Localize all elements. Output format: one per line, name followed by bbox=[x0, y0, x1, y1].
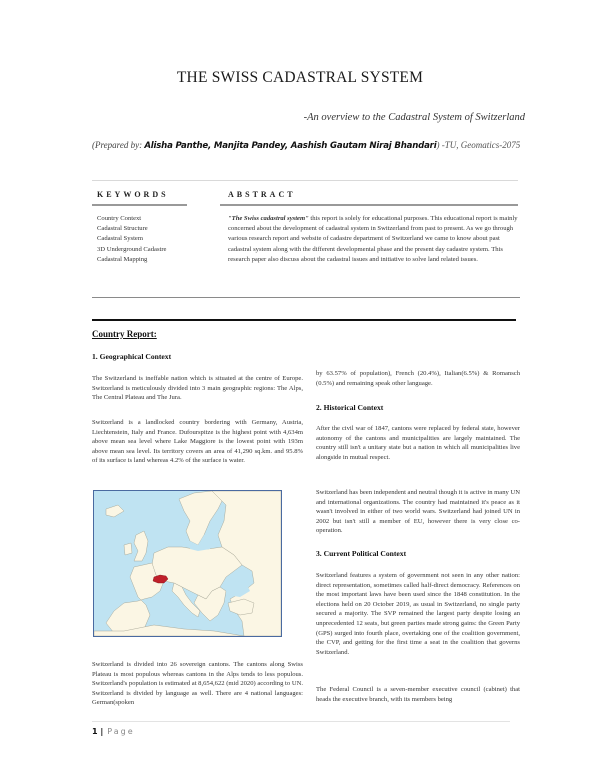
keyword-item: Cadastral Structure bbox=[97, 225, 148, 233]
pol-paragraph-2: The Federal Council is a seven-member executive council (cabinet) that heads the executive branch, with its members being bbox=[316, 686, 520, 703]
keyword-item: Cadastral Mapping bbox=[97, 255, 148, 263]
geo-paragraph-2: Switzerland is a landlocked country bordering with Germany, Austria, Liechtenstein, Italy and France. Dufourspitze is the highest point with 4,634m above mean sea level where Lake Maggiore is the lowest point with 193m above mean sea level. Its territory covers an area of 41,290 sq.km. and 95.8% of its surface is land whereas 4.2% of the surface is water. bbox=[92, 419, 303, 465]
section-heading-historical: 2. Historical Context bbox=[316, 403, 384, 412]
keywords-rule bbox=[92, 204, 187, 206]
geo-paragraph-1: The Switzerland is ineffable nation which is situated at the centre of Europe. Switzerland is meticulously divided into 3 main geographic regions: The Alps, The Central Plateau and The Jura. bbox=[92, 375, 303, 402]
divider bbox=[92, 180, 518, 181]
geo-paragraph-3-continued: by 63.57% of population), French (20.4%), Italian(6.5%) & Romansch (0.5%) and remaining speak other language. bbox=[316, 370, 520, 387]
europe-map-figure bbox=[93, 490, 282, 637]
footer-separator: | bbox=[97, 727, 104, 736]
abstract-heading: ABSTRACT bbox=[228, 190, 296, 199]
document-title: THE SWISS CADASTRAL SYSTEM bbox=[176, 69, 424, 86]
page-number: 1 bbox=[92, 727, 98, 736]
thick-divider bbox=[92, 319, 516, 321]
prepared-suffix: ) -TU, Geomatics-2075 bbox=[436, 140, 521, 150]
pol-paragraph-1: Switzerland features a system of government not seen in any other nation: direct representation, sometimes called half-direct democracy. References on the most important laws have been used since the 1848 constitution. In the elections held on 20 October 2019, as usual in Switzerland, no single party secured a majority. The SVP remained the largest party despite losing an unprecedented 12 seats, but green parties made strong gains: the Green Party (GPS) surged into fourth place, overtaking one of the coalition government, the CVP, and getting for the first time a seat in the coalition that governs Switzerland. bbox=[316, 572, 520, 656]
divider bbox=[92, 297, 520, 298]
keyword-item: Country Context bbox=[97, 215, 142, 222]
abstract-body: this report is solely for educational purposes. This educational report is mainly concerned about the development of cadastral system in Switzerland from past to present. As we go through various research report and website of cadastre department of Switzerland we came to know about past cadastral system along with the different developmental phase and the present day cadastre system. This research paper also discuss about the cadastral issues and initiative to solve land related issues. bbox=[228, 215, 518, 263]
geo-paragraph-3: Switzerland is divided into 26 sovereign cantons. The cantons along Swiss Plateau is most populous whereas cantons in the Alps tends to less populous. Switzerland's population is estimated at 8,654,622 (mid 2020) according to UN. Switzerland is divided by language as well. There are 4 national languages: German(spoken bbox=[92, 661, 303, 707]
page-footer bbox=[92, 727, 135, 736]
abstract-lead: "The Swiss cadastral system" bbox=[228, 215, 309, 222]
europe-map-icon bbox=[94, 491, 281, 636]
abstract-text bbox=[228, 214, 518, 265]
hist-paragraph-1: After the civil war of 1847, cantons were replaced by federal state, however autonomy of the cantons and municipalities are largely maintained. The country still isn't a unitary state but a nation in which all municipalities live alongside in mutual respect. bbox=[316, 425, 520, 461]
keyword-item: Cadastral System bbox=[97, 235, 143, 243]
footer-divider bbox=[92, 721, 510, 722]
keywords-list bbox=[97, 214, 166, 265]
prepared-prefix: (Prepared by: bbox=[92, 140, 145, 150]
country-report-heading: Country Report: bbox=[92, 329, 157, 339]
hist-paragraph-2: Switzerland has been independent and neutral though it is active in many UN and international organizations. The country had maintained it's peace as it wasn't involved in either of two world wars. Switzerland had joined UN in 2002 but isn't still a member of EU, however there is very close co-operation. bbox=[316, 489, 520, 535]
keyword-item: 3D Underground Cadastre bbox=[97, 245, 167, 253]
abstract-rule bbox=[220, 204, 518, 206]
prepared-by-line bbox=[92, 140, 520, 151]
keywords-heading: KEYWORDS bbox=[97, 190, 169, 199]
section-heading-political: 3. Current Political Context bbox=[316, 549, 407, 558]
section-heading-geographical: 1. Geographical Context bbox=[92, 352, 172, 361]
page-label: Page bbox=[107, 727, 135, 736]
authors: Alisha Panthe, Manjita Pandey, Aashish Gautam Niraj Bhandari bbox=[144, 141, 437, 151]
document-subtitle: -An overview to the Cadastral System of Switzerland bbox=[303, 112, 525, 123]
